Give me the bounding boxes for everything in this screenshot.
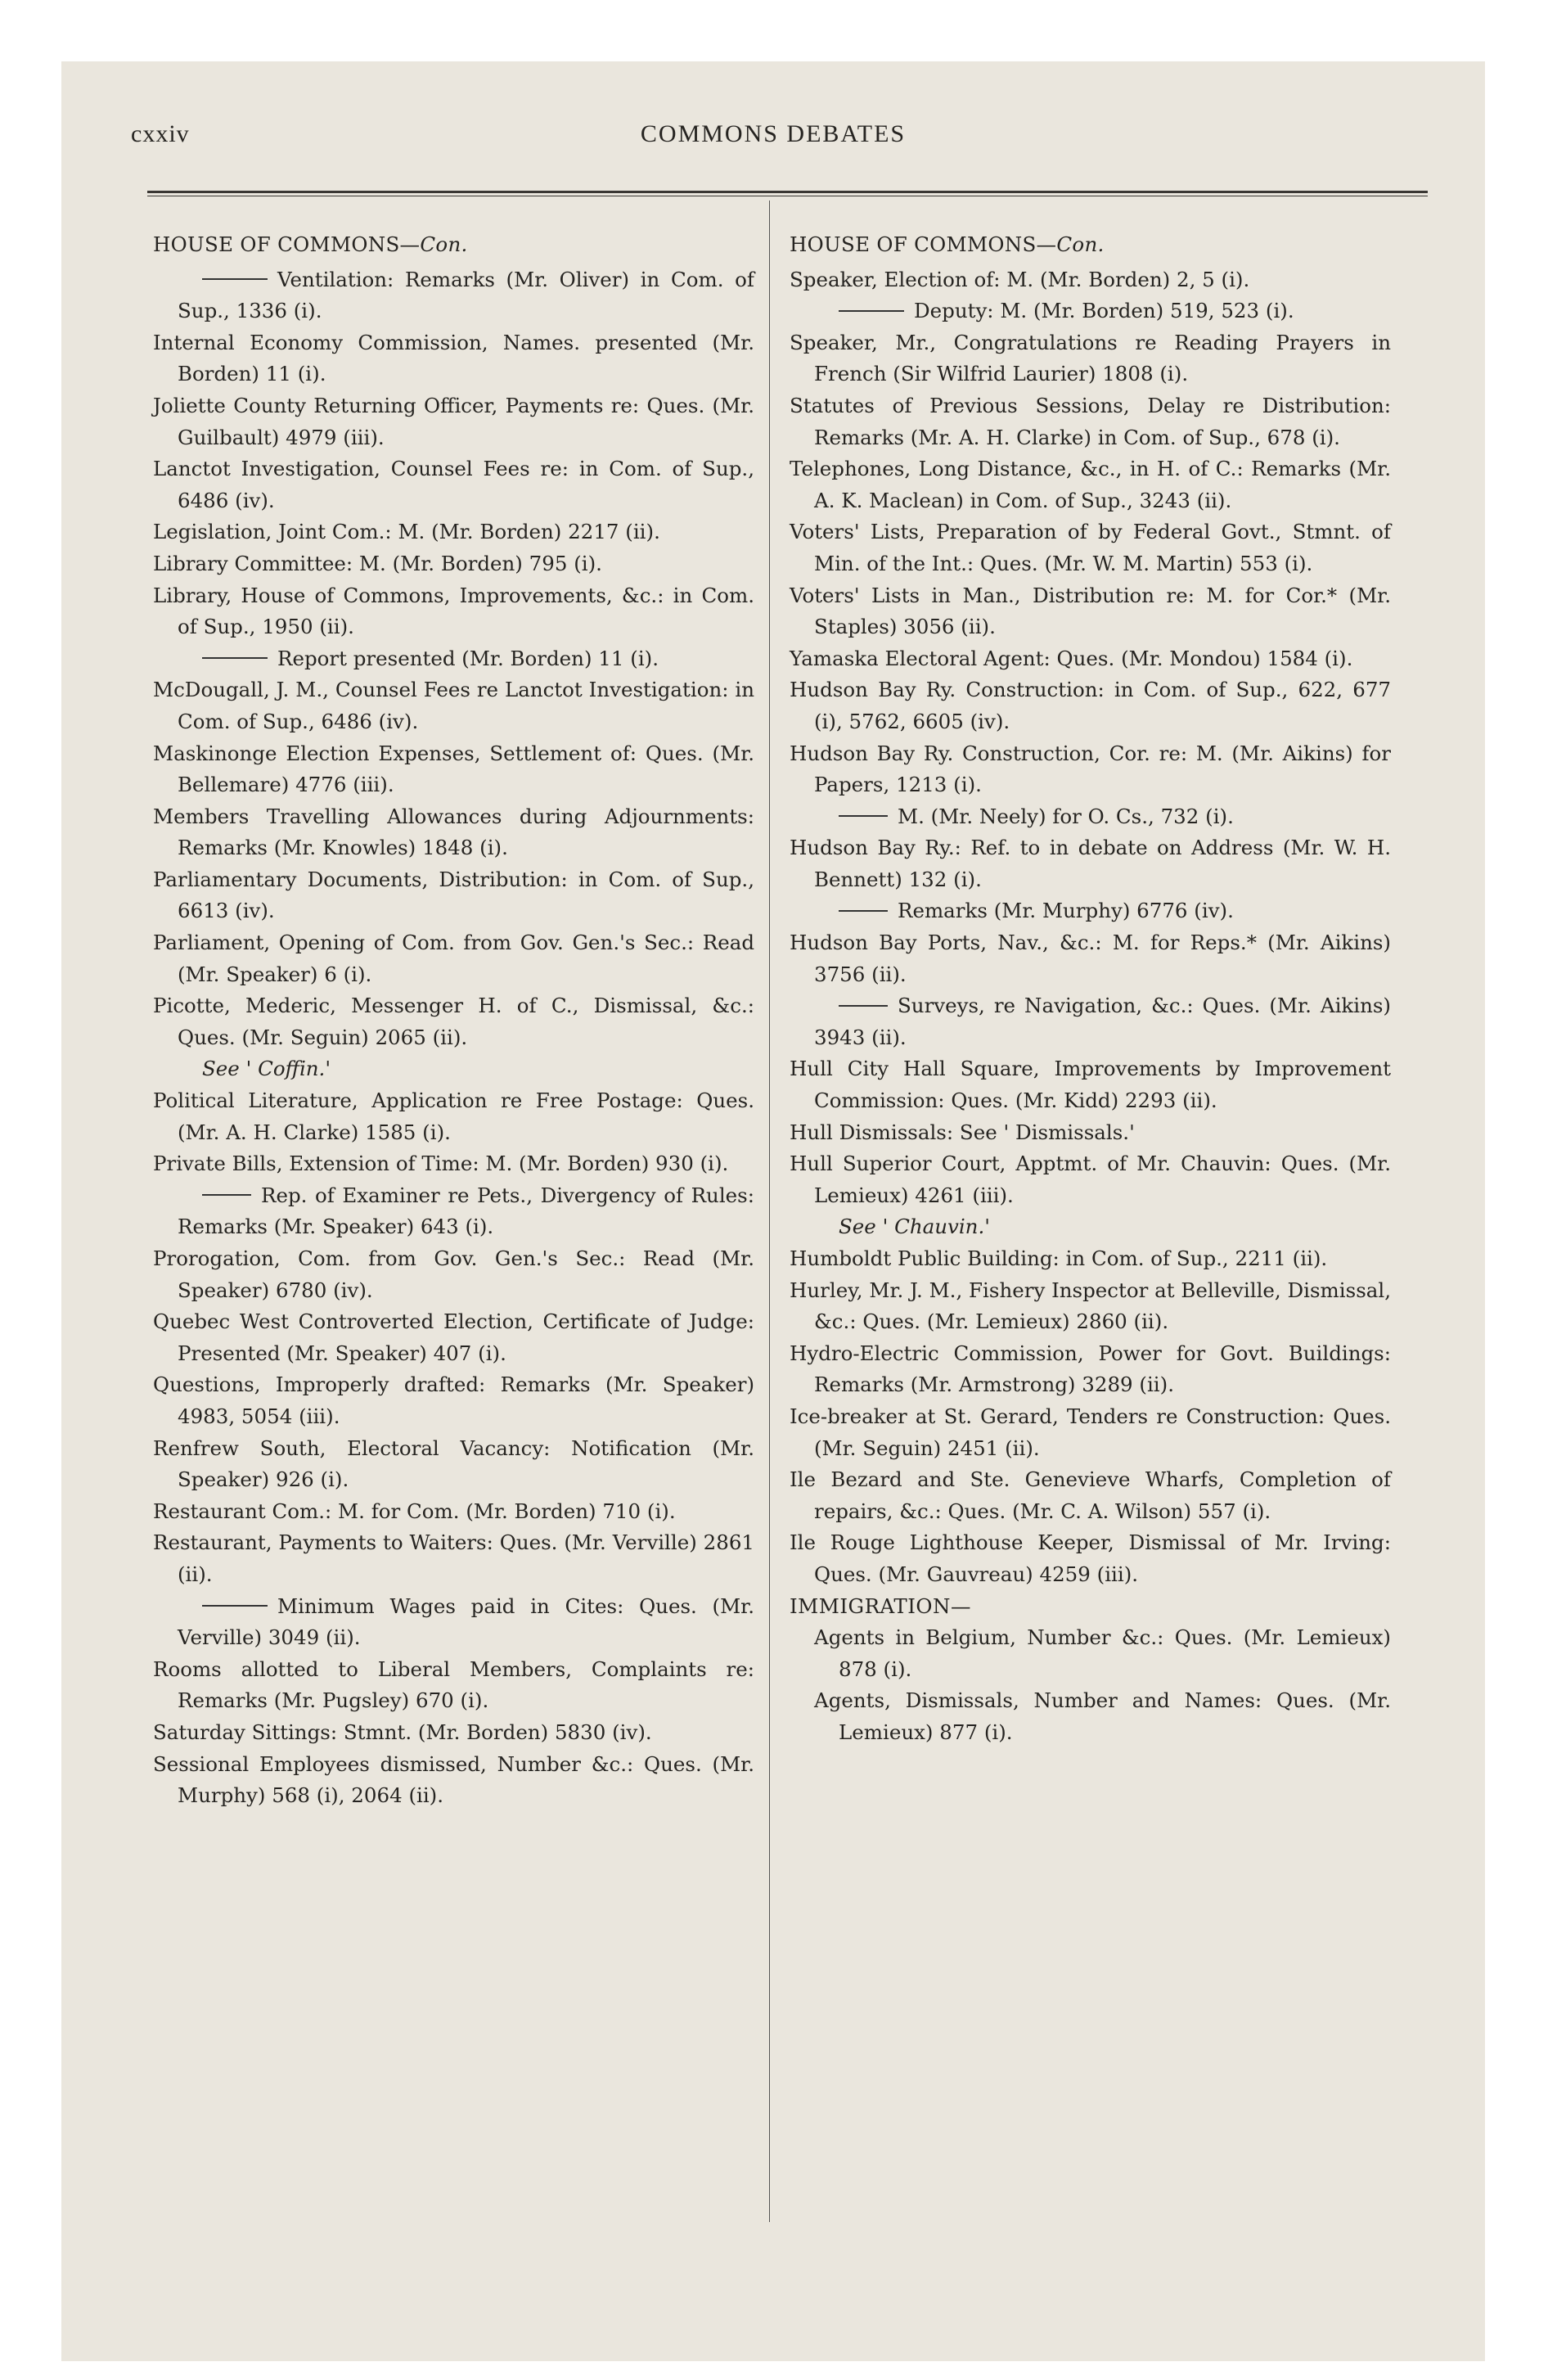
index-entry bbox=[153, 390, 754, 453]
page-number: cxxiv bbox=[131, 120, 190, 147]
index-entry bbox=[790, 453, 1391, 516]
entry-text: Saturday Sittings: Stmnt. (Mr. Borden) 5830 (iv). bbox=[153, 1720, 652, 1744]
entry-text: Speaker, Mr., Congratulations re Reading Prayers in French (Sir Wilfrid Laurier) 1808 (i). bbox=[790, 330, 1391, 386]
cross-reference bbox=[153, 1053, 754, 1085]
index-page bbox=[61, 61, 1485, 2361]
index-entry bbox=[790, 580, 1391, 643]
entry-text: Ventilation: Remarks (Mr. Oliver) in Com. of Sup., 1336 (i). bbox=[178, 267, 754, 323]
entry-text: Library, House of Commons, Improvements, &c.: in Com. of Sup., 1950 (ii). bbox=[153, 583, 754, 639]
left-entries bbox=[153, 264, 754, 1812]
entry-text: McDougall, J. M., Counsel Fees re Lanctot Investigation: in Com. of Sup., 6486 (iv). bbox=[153, 678, 754, 733]
subsection-heading bbox=[790, 1591, 1391, 1623]
index-entry bbox=[153, 516, 754, 548]
index-entry bbox=[153, 1148, 754, 1180]
index-entry bbox=[790, 516, 1391, 579]
entry-text: Telephones, Long Distance, &c., in H. of C.: Remarks (Mr. A. K. Maclean) in Com. of Sup., 3243 (ii). bbox=[790, 457, 1391, 512]
index-entry bbox=[790, 1401, 1391, 1464]
index-subentry bbox=[790, 1685, 1391, 1748]
entry-text: Quebec West Controverted Election, Certificate of Judge: Presented (Mr. Speaker) 407 (i). bbox=[153, 1309, 754, 1365]
index-entry bbox=[153, 1749, 754, 1812]
entry-text: Hurley, Mr. J. M., Fishery Inspector at Belleville, Dismissal, &c.: Ques. (Mr. Lemieux) 2860 (ii). bbox=[790, 1278, 1391, 1334]
entry-text: Yamaska Electoral Agent: Ques. (Mr. Mondou) 1584 (i). bbox=[790, 646, 1353, 670]
index-subentry bbox=[153, 1180, 754, 1243]
ditto-dash bbox=[202, 1605, 268, 1607]
index-entry bbox=[790, 643, 1391, 675]
index-entry bbox=[153, 1085, 754, 1148]
entry-text: See ' Chauvin.' bbox=[839, 1215, 990, 1239]
entry-text: Picotte, Mederic, Messenger H. of C., Dismissal, &c.: Ques. (Mr. Seguin) 2065 (ii). bbox=[153, 994, 754, 1049]
index-subentry bbox=[153, 264, 754, 327]
section-heading: HOUSE OF COMMONS—Con. bbox=[153, 232, 468, 256]
entry-text: Ile Rouge Lighthouse Keeper, Dismissal of Mr. Irving: Ques. (Mr. Gauvreau) 4259 (iii). bbox=[790, 1530, 1391, 1586]
index-entry bbox=[153, 327, 754, 390]
entry-text: IMMIGRATION— bbox=[790, 1593, 971, 1618]
index-entry bbox=[153, 738, 754, 801]
entry-text: Maskinonge Election Expenses, Settlement of: Ques. (Mr. Bellemare) 4776 (iii). bbox=[153, 741, 754, 797]
index-entry bbox=[153, 864, 754, 927]
index-entry bbox=[153, 548, 754, 580]
index-entry bbox=[153, 1717, 754, 1749]
entry-text: Voters' Lists, Preparation of by Federal Govt., Stmnt. of Min. of the Int.: Ques. (Mr. W. M. Martin) 553 (i). bbox=[790, 520, 1391, 575]
entry-text: M. (Mr. Neely) for O. Cs., 732 (i). bbox=[898, 804, 1234, 828]
entry-text: Report presented (Mr. Borden) 11 (i). bbox=[277, 646, 659, 670]
header-rule-thick bbox=[147, 191, 1428, 193]
index-entry bbox=[790, 1243, 1391, 1275]
index-entry bbox=[153, 1306, 754, 1369]
entry-text: Deputy: M. (Mr. Borden) 519, 523 (i). bbox=[914, 299, 1294, 323]
index-entry bbox=[790, 674, 1391, 737]
entry-text: Hull Dismissals: See ' Dismissals.' bbox=[790, 1120, 1135, 1144]
index-subentry bbox=[153, 1591, 754, 1654]
index-entry bbox=[153, 927, 754, 990]
index-subentry bbox=[790, 295, 1391, 327]
index-entry bbox=[790, 1338, 1391, 1401]
ditto-dash bbox=[202, 657, 268, 659]
right-column bbox=[790, 229, 1391, 1749]
entry-text: Renfrew South, Electoral Vacancy: Notification (Mr. Speaker) 926 (i). bbox=[153, 1436, 754, 1492]
entry-text: Ile Bezard and Ste. Genevieve Wharfs, Completion of repairs, &c.: Ques. (Mr. C. A. Wilson) 557 (i). bbox=[790, 1467, 1391, 1523]
index-subentry bbox=[790, 1622, 1391, 1685]
entry-text: Rep. of Examiner re Pets., Divergency of Rules: Remarks (Mr. Speaker) 643 (i). bbox=[178, 1183, 754, 1239]
index-subentry bbox=[790, 895, 1391, 927]
entry-text: Hudson Bay Ry. Construction, Cor. re: M. (Mr. Aikins) for Papers, 1213 (i). bbox=[790, 741, 1391, 797]
entry-text: Humboldt Public Building: in Com. of Sup., 2211 (ii). bbox=[790, 1246, 1328, 1270]
index-entry bbox=[790, 1464, 1391, 1527]
index-entry bbox=[790, 327, 1391, 390]
ditto-dash bbox=[839, 310, 904, 312]
entry-text: Surveys, re Navigation, &c.: Ques. (Mr. Aikins) 3943 (ii). bbox=[814, 994, 1391, 1049]
entry-text: Remarks (Mr. Murphy) 6776 (iv). bbox=[898, 899, 1234, 923]
entry-text: Hull Superior Court, Apptmt. of Mr. Chauvin: Ques. (Mr. Lemieux) 4261 (iii). bbox=[790, 1152, 1391, 1207]
ditto-dash bbox=[202, 278, 268, 280]
index-entry bbox=[153, 580, 754, 643]
index-entry bbox=[153, 1654, 754, 1717]
entry-text: Statutes of Previous Sessions, Delay re Distribution: Remarks (Mr. A. H. Clarke) in Com. of Sup., 678 (i). bbox=[790, 393, 1391, 449]
entry-text: Lanctot Investigation, Counsel Fees re: in Com. of Sup., 6486 (iv). bbox=[153, 457, 754, 512]
index-entry bbox=[153, 1433, 754, 1496]
index-entry bbox=[790, 1148, 1391, 1211]
index-entry bbox=[153, 1369, 754, 1432]
entry-text: Joliette County Returning Officer, Payments re: Ques. (Mr. Guilbault) 4979 (iii). bbox=[153, 393, 754, 449]
column-divider bbox=[769, 201, 770, 2222]
entry-text: Hydro-Electric Commission, Power for Govt. Buildings: Remarks (Mr. Armstrong) 3289 (ii). bbox=[790, 1341, 1391, 1397]
ditto-dash bbox=[839, 815, 888, 817]
index-entry bbox=[790, 927, 1391, 990]
index-entry bbox=[153, 990, 754, 1053]
index-entry bbox=[790, 1527, 1391, 1590]
ditto-dash bbox=[202, 1194, 251, 1196]
cross-reference bbox=[790, 1211, 1391, 1243]
entry-text: Members Travelling Allowances during Adjournments: Remarks (Mr. Knowles) 1848 (i). bbox=[153, 804, 754, 860]
entry-text: Library Committee: M. (Mr. Borden) 795 (i). bbox=[153, 551, 602, 575]
entry-text: Speaker, Election of: M. (Mr. Borden) 2, 5 (i). bbox=[790, 267, 1250, 291]
index-entry bbox=[153, 1496, 754, 1528]
entry-text: Restaurant Com.: M. for Com. (Mr. Borden) 710 (i). bbox=[153, 1499, 676, 1523]
entry-text: Parliament, Opening of Com. from Gov. Gen.'s Sec.: Read (Mr. Speaker) 6 (i). bbox=[153, 931, 754, 986]
ditto-dash bbox=[839, 910, 888, 912]
entry-text: Legislation, Joint Com.: M. (Mr. Borden) 2217 (ii). bbox=[153, 520, 660, 544]
entry-text: Ice-breaker at St. Gerard, Tenders re Construction: Ques. (Mr. Seguin) 2451 (ii). bbox=[790, 1404, 1391, 1460]
entry-text: Private Bills, Extension of Time: M. (Mr. Borden) 930 (i). bbox=[153, 1152, 729, 1176]
index-entry bbox=[153, 801, 754, 864]
entry-text: Voters' Lists in Man., Distribution re: M. for Cor.* (Mr. Staples) 3056 (ii). bbox=[790, 583, 1391, 639]
index-entry bbox=[790, 1275, 1391, 1338]
index-entry bbox=[790, 264, 1391, 296]
index-entry bbox=[153, 674, 754, 737]
index-subentry bbox=[790, 801, 1391, 833]
entry-text: Hull City Hall Square, Improvements by Improvement Commission: Ques. (Mr. Kidd) 2293 (ii). bbox=[790, 1057, 1391, 1113]
page-title: COMMONS DEBATES bbox=[640, 120, 907, 147]
index-entry bbox=[790, 1053, 1391, 1116]
ditto-dash bbox=[839, 1005, 888, 1007]
entry-text: Prorogation, Com. from Gov. Gen.'s Sec.: Read (Mr. Speaker) 6780 (iv). bbox=[153, 1246, 754, 1302]
index-entry bbox=[153, 453, 754, 516]
entry-text: Hudson Bay Ry.: Ref. to in debate on Address (Mr. W. H. Bennett) 132 (i). bbox=[790, 836, 1391, 891]
entry-text: Political Literature, Application re Free Postage: Ques. (Mr. A. H. Clarke) 1585 (i). bbox=[153, 1089, 754, 1144]
entry-text: Internal Economy Commission, Names. presented (Mr. Borden) 11 (i). bbox=[153, 330, 754, 386]
index-subentry bbox=[153, 643, 754, 675]
index-subentry bbox=[790, 990, 1391, 1053]
entry-text: See ' Coffin.' bbox=[202, 1057, 331, 1081]
index-entry bbox=[153, 1527, 754, 1590]
entry-text: Sessional Employees dismissed, Number &c.: Ques. (Mr. Murphy) 568 (i), 2064 (ii). bbox=[153, 1751, 754, 1808]
entry-text: Questions, Improperly drafted: Remarks (Mr. Speaker) 4983, 5054 (iii). bbox=[153, 1373, 754, 1428]
index-entry bbox=[790, 738, 1391, 801]
index-entry bbox=[790, 390, 1391, 453]
right-entries bbox=[790, 264, 1391, 1749]
entry-text: Hudson Bay Ports, Nav., &c.: M. for Reps.* (Mr. Aikins) 3756 (ii). bbox=[790, 931, 1391, 986]
index-entry bbox=[790, 832, 1391, 895]
entry-text: Agents, Dismissals, Number and Names: Ques. (Mr. Lemieux) 877 (i). bbox=[814, 1688, 1391, 1744]
entry-text: Minimum Wages paid in Cites: Ques. (Mr. Verville) 3049 (ii). bbox=[178, 1593, 754, 1650]
entry-text: Parliamentary Documents, Distribution: in Com. of Sup., 6613 (iv). bbox=[153, 867, 754, 923]
entry-text: Restaurant, Payments to Waiters: Ques. (Mr. Verville) 2861 (ii). bbox=[153, 1530, 754, 1586]
entry-text: Hudson Bay Ry. Construction: in Com. of Sup., 622, 677 (i), 5762, 6605 (iv). bbox=[790, 678, 1391, 733]
entry-text: Rooms allotted to Liberal Members, Complaints re: Remarks (Mr. Pugsley) 670 (i). bbox=[153, 1657, 754, 1713]
index-entry bbox=[790, 1117, 1391, 1149]
left-column bbox=[153, 229, 754, 1812]
running-header bbox=[61, 120, 1485, 169]
entry-text: Agents in Belgium, Number &c.: Ques. (Mr. Lemieux) 878 (i). bbox=[814, 1625, 1391, 1681]
index-entry bbox=[153, 1243, 754, 1306]
section-heading: HOUSE OF COMMONS—Con. bbox=[790, 232, 1105, 256]
